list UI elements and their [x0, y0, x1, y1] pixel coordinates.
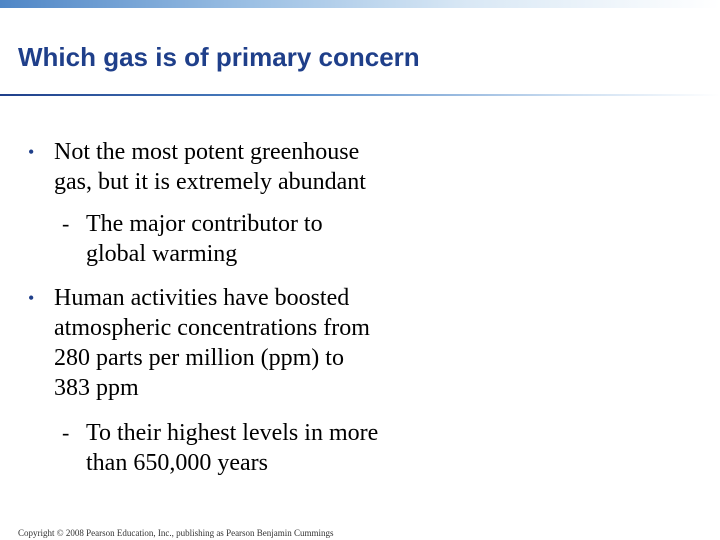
bullet-1-marker: •	[28, 142, 35, 162]
sub-bullet-2-line-2: than 650,000 years	[86, 450, 268, 476]
sub-bullet-1-marker: -	[62, 211, 70, 236]
sub-bullet-1-line-2: global warming	[86, 241, 238, 267]
copyright-footer: Copyright © 2008 Pearson Education, Inc., publishing as Pearson Benjamin Cummings	[18, 528, 334, 538]
bullet-1-line-1: Not the most potent greenhouse	[54, 139, 360, 165]
bullet-2-marker: •	[28, 288, 35, 308]
bullet-2-line-1: Human activities have boosted	[54, 285, 350, 311]
sub-bullet-2-line-1: To their highest levels in more	[86, 420, 379, 446]
top-gradient-band	[0, 0, 720, 8]
sub-bullet-1-line-1: The major contributor to	[86, 211, 323, 237]
slide-title: Which gas is of primary concern	[18, 42, 420, 72]
bullet-1-line-2: gas, but it is extremely abundant	[54, 169, 366, 195]
sub-bullet-2-marker: -	[62, 420, 70, 445]
bullet-2-line-4: 383 ppm	[54, 375, 139, 401]
bullet-2-line-3: 280 parts per million (ppm) to	[54, 345, 344, 371]
bullet-2-line-2: atmospheric concentrations from	[54, 315, 370, 341]
title-underline-rule	[0, 94, 720, 96]
